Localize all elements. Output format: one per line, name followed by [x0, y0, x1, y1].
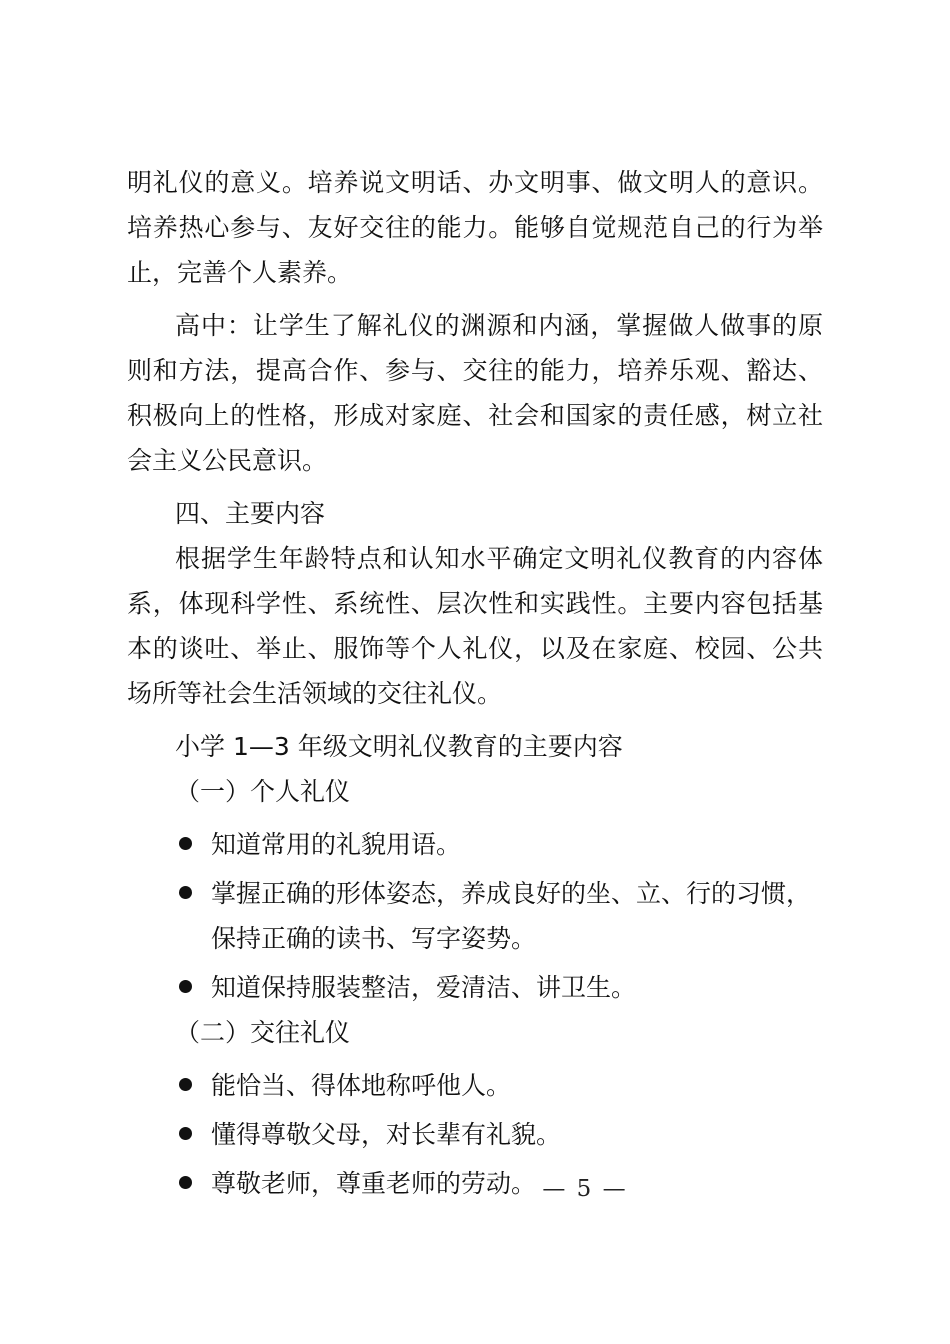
spacer	[127, 814, 823, 822]
bullet-icon	[179, 1078, 192, 1091]
paragraph-continued: 明礼仪的意义。培养说文明话、办文明事、做文明人的意识。培养热心参与、友好交往的能力。能够自觉规范自己的行为举止，完善个人素养。	[127, 168, 823, 287]
list-item-text: 知道常用的礼貌用语。	[211, 830, 462, 859]
list-item-text: 尊敬老师，尊重老师的劳动。	[211, 1169, 537, 1198]
paragraph-main-content: 根据学生年龄特点和认知水平确定文明礼仪教育的内容体系，体现科学性、系统性、层次性和实践性。主要内容包括基本的谈吐、举止、服饰等个人礼仪，以及在家庭、校园、公共场所等社会生活领域的交往礼仪。	[127, 544, 823, 708]
spacer	[127, 483, 823, 491]
page-content	[127, 160, 823, 1206]
spacer	[127, 716, 823, 724]
list-item	[127, 1063, 823, 1108]
list-item-text: 懂得尊敬父母，对长辈有礼貌。	[211, 1120, 562, 1149]
list-item	[127, 871, 823, 961]
paragraph-high-school: 高中：让学生了解礼仪的渊源和内涵，掌握做人做事的原则和方法，提高合作、参与、交往的能力，培养乐观、豁达、积极向上的性格，形成对家庭、社会和国家的责任感，树立社会主义公民意识。	[127, 311, 823, 475]
list-item	[127, 822, 823, 867]
list-item	[127, 1112, 823, 1157]
bullet-icon	[179, 886, 192, 899]
group-heading-social: （二）交往礼仪	[175, 1018, 351, 1047]
list-item-text: 知道保持服装整洁，爱清洁、讲卫生。	[211, 973, 637, 1002]
list-item-text: 能恰当、得体地称呼他人。	[211, 1071, 512, 1100]
section-heading: 四、主要内容	[175, 499, 326, 528]
list-item-text: 掌握正确的形体姿态，养成良好的坐、立、行的习惯，保持正确的读书、写字姿势。	[211, 879, 812, 953]
spacer	[127, 295, 823, 303]
bullet-icon	[179, 1127, 192, 1140]
bullet-icon	[179, 837, 192, 850]
list-item	[127, 965, 823, 1010]
spacer	[127, 1055, 823, 1063]
bullet-list-personal	[127, 822, 823, 1010]
group-heading-personal: （一）个人礼仪	[175, 777, 351, 806]
bullet-icon	[179, 980, 192, 993]
sub-heading: 小学 1—3 年级文明礼仪教育的主要内容	[175, 732, 623, 761]
page-number: — 5 —	[542, 1176, 628, 1202]
